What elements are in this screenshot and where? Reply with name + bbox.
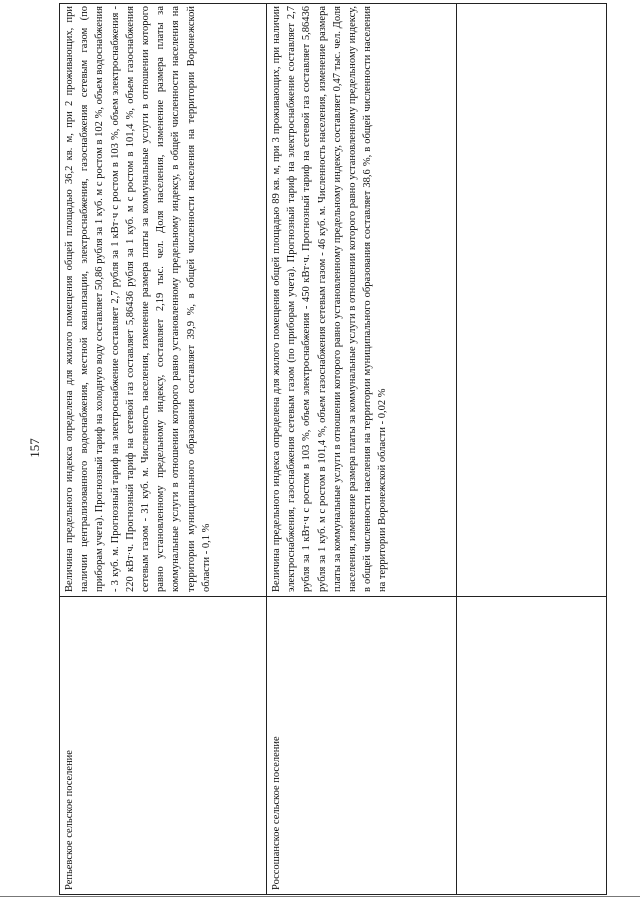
table-row	[457, 4, 606, 894]
settlement-name: Репьевское сельское поселение	[60, 596, 266, 894]
index-description: Величина предельного индекса определена для жилого помещения общей площадью 36,2 кв. м, при 2 проживающих, при наличии централизованного водоснабжения, местной канализации, электроснабжения, газоснабжения сетевым газом (по приборам учета). Прогнозный тариф на холодную воду составляет 50,86 рубля за 1 куб. м с ростом в 102 %, объем водоснабжения - 3 куб. м. Прогнозный тариф на электроснабжение составляет 2,7 рубля за 1 кВт·ч с ростом в 103 %, объем электроснабжения - 220 кВт·ч. Прогнозный тариф на сетевой газ составляет 5,86436 рубля за 1 куб. м с ростом в 101,4 %, объем газоснабжения сетевым газом - 31 куб. м. Численность населения, изменение размера платы за коммунальные услуги в отношении которого равно установленному предельному индексу, составляет 2,19 тыс. чел. Доля населения, изменение размера платы за коммунальные услуги в отношении которого равно установленному предельному индексу, в общей численности населения на территории муниципального образования составляет 39,9 %, в общей численности населения на территории Воронежской области - 0,1 %	[64, 6, 212, 592]
index-description	[457, 2, 606, 596]
index-table	[59, 3, 607, 895]
page-number: 157	[27, 438, 42, 458]
settlement-name: Россошанское сельское поселение	[267, 596, 456, 894]
table-row	[60, 4, 267, 894]
index-description: Величина предельного индекса определена для жилого помещения общей площадью 89 кв. м, при 3 проживающих, при наличии электроснабжения, газоснабжения сетевым газом (по приборам учета). Прогнозный тариф на электроснабжение составляет 2,7 рубля за 1 кВт·ч с ростом в 103 %, объем электроснабжения - 450 кВт·ч. Прогнозный тариф на сетевой газ составляет 5,86436 рубля за 1 куб. м с ростом в 101,4 %, объем газоснабжения сетевым газом - 46 куб. м. Численность населения, изменение размера платы за коммунальные услуги в отношении которого равно установленному предельному индексу, составляет 0,47 тыс. чел. Доля населения, изменение размера платы за коммунальные услуги в отношении которого равно установленному предельному индексу, в общей численности населения на территории муниципального образования составляет 38,6 %, в общей численности населения на территории Воронежской области - 0,02 %	[271, 6, 389, 592]
page-bottom-rule	[0, 896, 640, 897]
table-row	[267, 4, 457, 894]
settlement-name	[457, 596, 606, 894]
